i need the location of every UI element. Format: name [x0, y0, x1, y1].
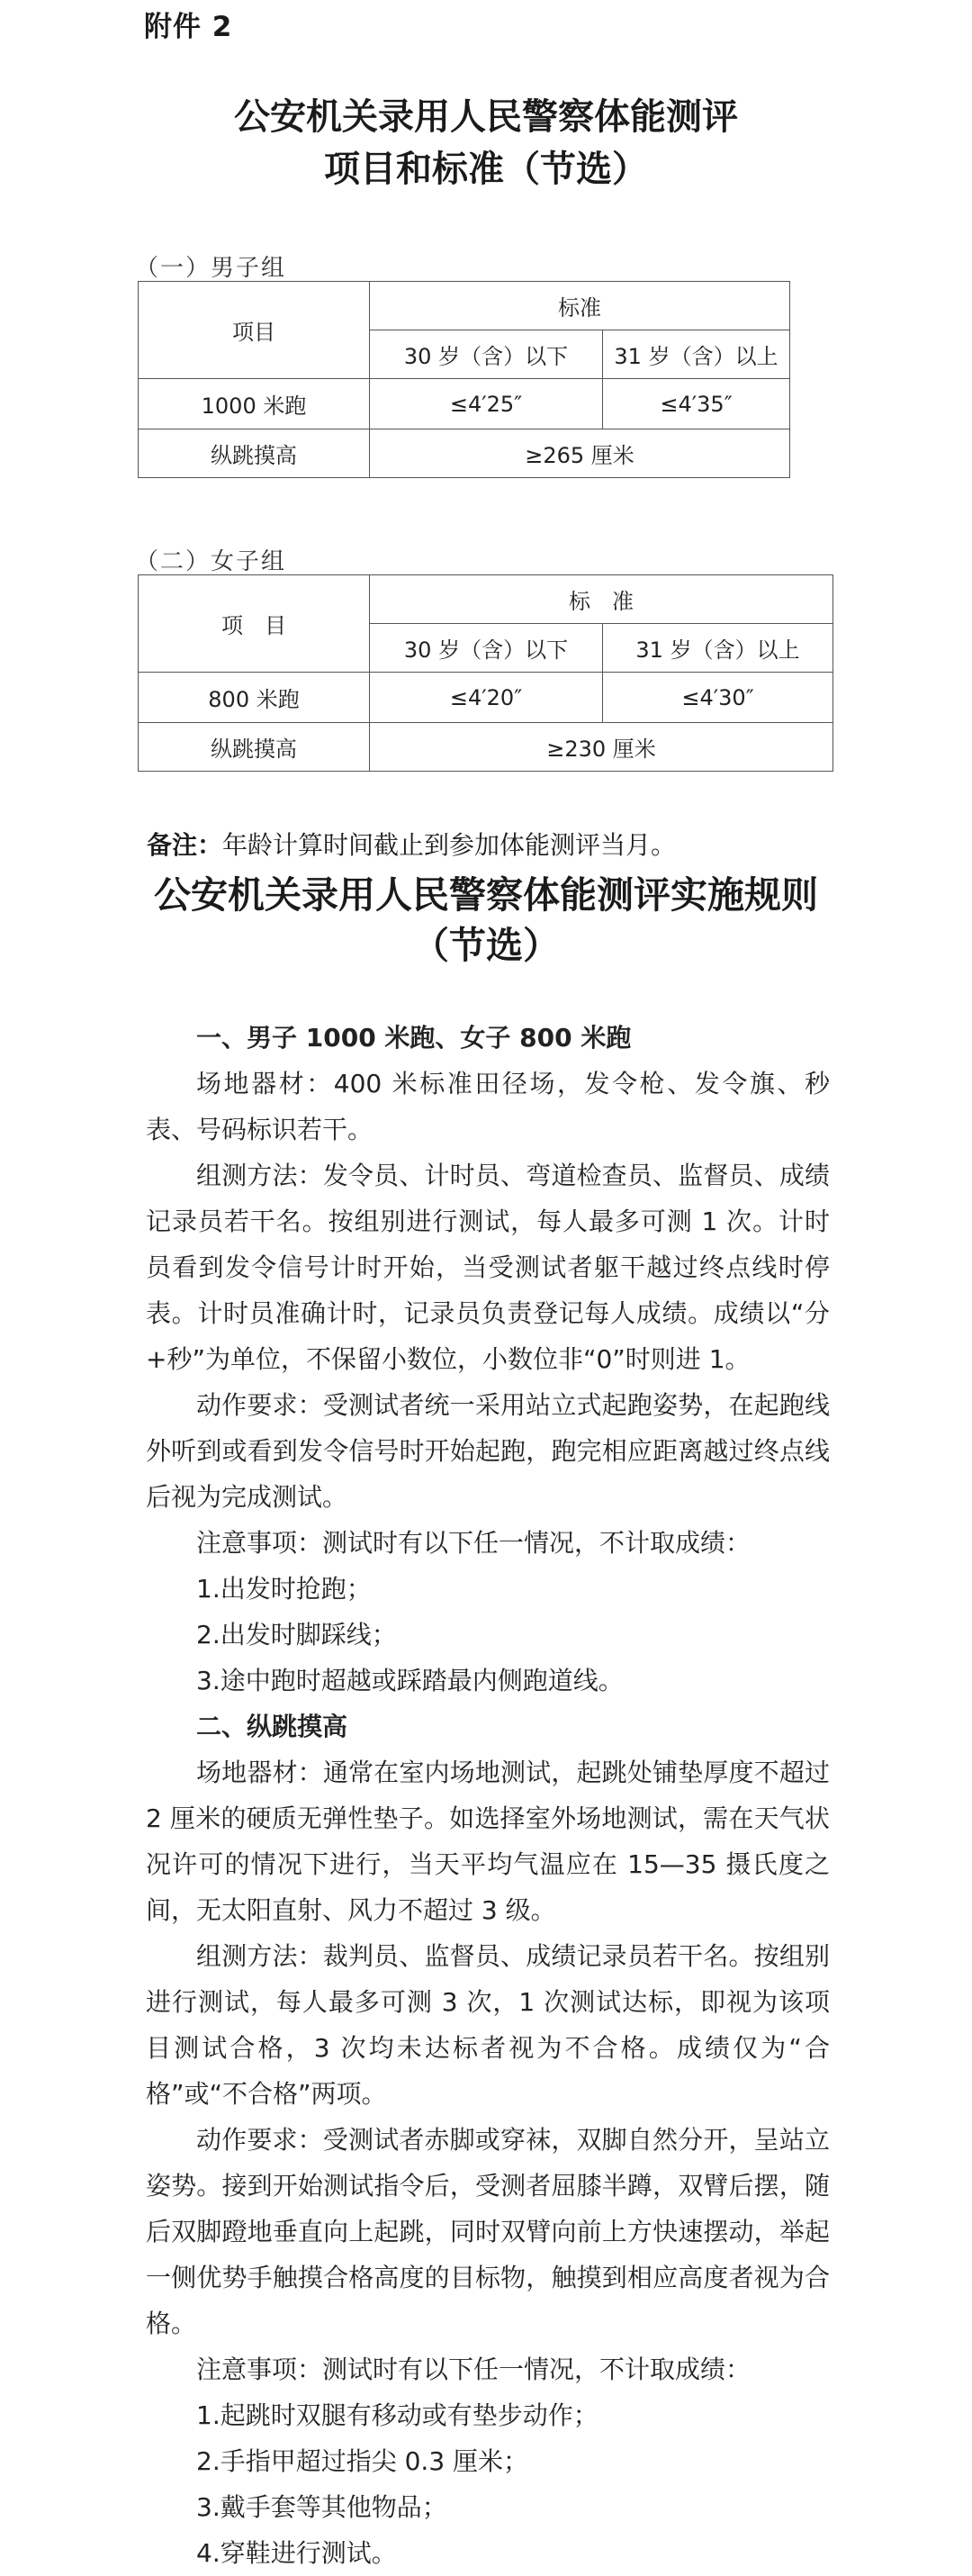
female-header-item: 项 目 [139, 575, 370, 673]
male-jump-value: ≥265 厘米 [370, 429, 790, 478]
note-label: 备注： [147, 830, 223, 860]
section2-heading: 二、纵跳摸高 [196, 1712, 348, 1741]
list-item: 2.出发时脚踩线； [196, 1620, 397, 1650]
list-item: 1.出发时抢跑； [196, 1574, 372, 1604]
male-header-age2: 31 岁（含）以上 [603, 330, 790, 379]
note-text: 年龄计算时间截止到参加体能测评当月。 [222, 830, 677, 860]
standards-title-line2: 项目和标准（节选） [324, 149, 648, 190]
female-run-item: 800 米跑 [139, 673, 370, 723]
rules-body [146, 1015, 830, 2576]
female-jump-value: ≥230 厘米 [370, 723, 833, 772]
list-item: 4.穿鞋进行测试。 [196, 2538, 397, 2568]
male-header-item: 项目 [139, 282, 370, 379]
list-item: 2.手指甲超过指尖 0.3 厘米； [196, 2446, 529, 2476]
section2-equipment: 场地器材：通常在室内场地测试，起跳处铺垫厚度不超过 2 厘米的硬质无弹性垫子。如选择室外场地测试，需在天气状况许可的情况下进行，当天平均气温应在 15—35 摄氏度之间，无太阳直射、风力不超过 3 级。 [146, 1758, 830, 1925]
section1-equipment: 场地器材：400 米标准田径场，发令枪、发令旗、秒表、号码标识若干。 [146, 1069, 830, 1144]
female-jump-item: 纵跳摸高 [139, 723, 370, 772]
female-header-age2: 31 岁（含）以上 [603, 624, 833, 673]
male-standards-table [138, 281, 790, 478]
section1-action: 动作要求：受测试者统一采用站立式起跑姿势，在起跑线外听到或看到发令信号时开始起跑，跑完相应距离越过终点线后视为完成测试。 [146, 1390, 830, 1512]
section1-method: 组测方法：发令员、计时员、弯道检查员、监督员、成绩记录员若干名。按组别进行测试，每人最多可测 1 次。计时员看到发令信号计时开始，当受测试者躯干越过终点线时停表。计时员准确计时，记录员负责登记每人成绩。成绩以“分+秒”为单位，不保留小数位，小数位非“0”时则进 1。 [146, 1161, 830, 1374]
list-item: 1.起跳时双腿有移动或有垫步动作； [196, 2400, 598, 2430]
section2-action: 动作要求：受测试者赤脚或穿袜，双脚自然分开，呈站立姿势。接到开始测试指令后，受测者屈膝半蹲，双臂后摆，随后双脚蹬地垂直向上起跳，同时双臂向前上方快速摆动，举起一侧优势手触摸合格高度的目标物，触摸到相应高度者视为合格。 [146, 2125, 830, 2338]
section2-notice: 注意事项：测试时有以下任一情况，不计取成绩： [196, 2355, 752, 2384]
rules-title-line2: （节选） [412, 924, 560, 967]
section2-method: 组测方法：裁判员、监督员、成绩记录员若干名。按组别进行测试，每人最多可测 3 次，1 次测试达标，即视为该项目测试合格，3 次均未达标者视为不合格。成绩仅为“合格”或“不合格”两项。 [146, 1941, 830, 2109]
male-jump-item: 纵跳摸高 [139, 429, 370, 478]
male-run-item: 1000 米跑 [139, 379, 370, 429]
male-header-standard: 标准 [370, 282, 790, 330]
male-run-value1: ≤4′25″ [370, 379, 603, 429]
note [147, 826, 676, 862]
list-item: 3.途中跑时超越或踩踏最内侧跑道线。 [196, 1666, 624, 1695]
rules-title-line1: 公安机关录用人民警察体能测评实施规则 [154, 873, 818, 917]
list-item: 3.戴手套等其他物品； [196, 2492, 447, 2522]
female-run-value1: ≤4′20″ [370, 673, 603, 723]
female-header-standard: 标 准 [370, 575, 833, 624]
female-header-age1: 30 岁（含）以下 [370, 624, 603, 673]
female-group-label: （二）女子组 [135, 548, 287, 575]
section1-heading: 一、男子 1000 米跑、女子 800 米跑 [196, 1023, 632, 1053]
table-row [139, 723, 833, 772]
female-run-value2: ≤4′30″ [603, 673, 833, 723]
standards-title-line1: 公安机关录用人民警察体能测评 [234, 96, 738, 138]
table-row [139, 379, 790, 429]
table-row [139, 673, 833, 723]
male-group-label: （一）男子组 [135, 255, 287, 282]
table-row [139, 429, 790, 478]
male-run-value2: ≤4′35″ [603, 379, 790, 429]
section1-notice: 注意事项：测试时有以下任一情况，不计取成绩： [196, 1528, 752, 1558]
male-header-age1: 30 岁（含）以下 [370, 330, 603, 379]
female-standards-table [138, 574, 833, 772]
attachment-label: 附件 2 [144, 11, 233, 43]
